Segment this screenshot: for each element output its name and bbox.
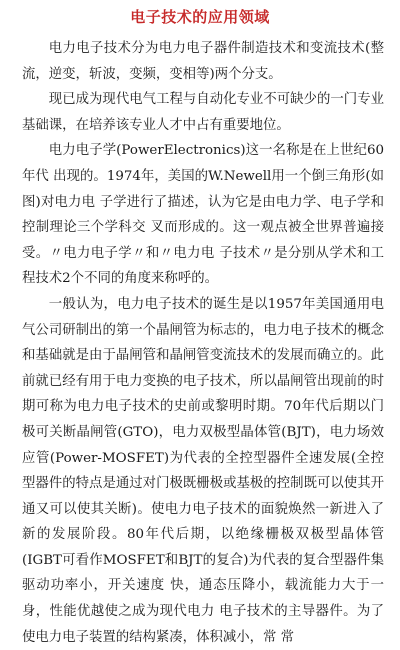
page-title: 电子技术的应用领域 [130, 8, 270, 26]
article-body [22, 36, 384, 650]
paragraph-foundation: 现已成为现代电气工程与自动化专业不可缺少的一门专业基础课，在培养该专业人才中占有重要地位。 [22, 92, 384, 133]
paragraph-history: 电力电子学(PowerElectronics)这一名称是在上世纪60年代 出现的。1974年，美国的W.Newell用一个倒三角形(如图)对电力电 子学进行了描述，认为它是由电力学、电子学和控制理论三个学科交 叉而形成的。这一观点被全世界普遍接受。〃电力电子学〃和〃电力电 子技术〃是分别从学术和工程技术2个不同的角度来称呼的。 [22, 143, 384, 287]
paragraph-intro: 电力电子技术分为电力电子器件制造技术和变流技术(整流，逆变，斩波，变频，变相等)两个分支。 [22, 41, 384, 82]
paragraph-development: 一般认为，电力电子技术的诞生是以1957年美国通用电气公司研制出的第一个晶闸管为标志的，电力电子技术的概念和基础就是由于晶闸管和晶闸管变流技术的发展而确立的。此前就已经有用于电力变换的电子技术，所以晶闸管出现前的时期可称为电力电子技术的史前或黎明时期。70年代后期以门极可关断晶闸管(GTO)，电力双极型晶体管(BJT)，电力场效应管(Power-MOSFET)为代表的全控型器件全速发展(全控型器件的特点是通过对门极既栅极或基极的控制既可以使其开通又可以使其关断)。使电力电子技术的面貌焕然一新进入了新的发展阶段。80年代后期，以绝缘栅极双极型晶体管(IGBT可看作MOSFET和BJT的复合)为代表的复合型器件集驱动功率小，开关速度 快，通态压降小，载流能力大于一身，性能优越使之成为现代电力 电子技术的主导器件。为了使电力电子装置的结构紧凑，体积减小，常 常 [22, 296, 384, 645]
